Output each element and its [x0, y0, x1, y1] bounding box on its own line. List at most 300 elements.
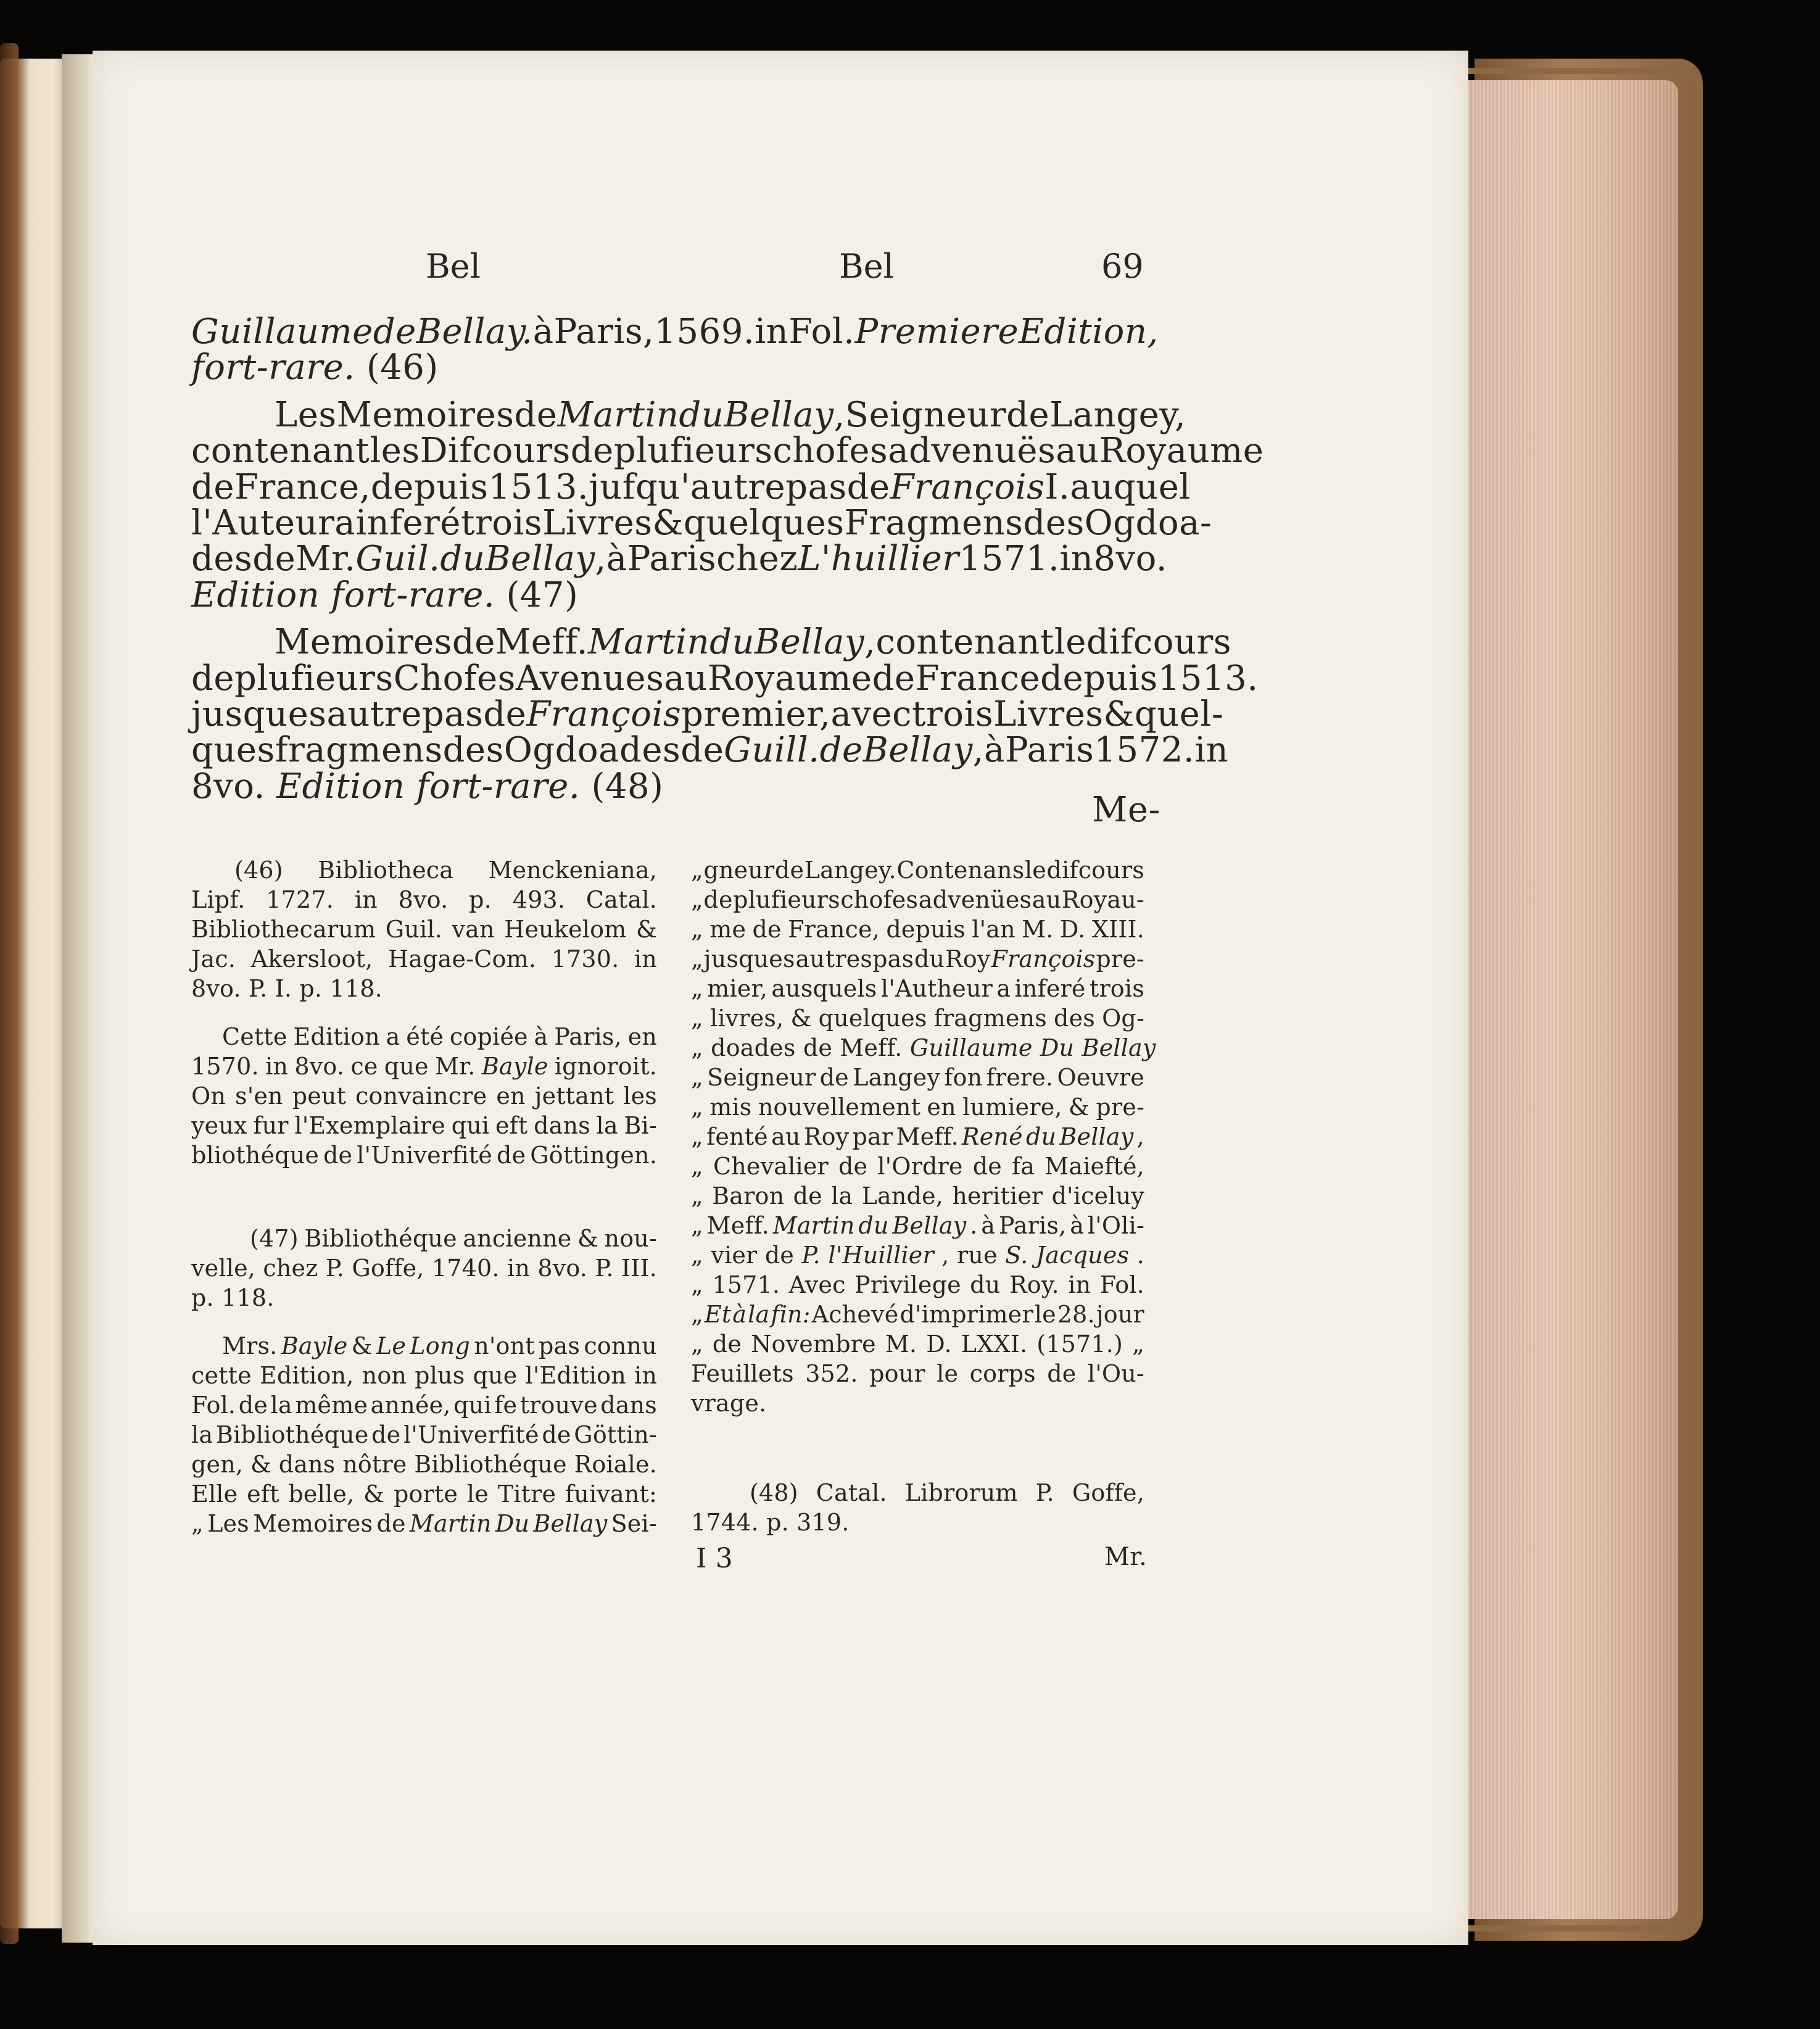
right-note-word: Meff.	[896, 1123, 959, 1150]
right-note-text-run: 1744. p. 319.	[691, 1509, 850, 1536]
main-word: de	[872, 658, 916, 699]
right-note-line-11	[691, 1153, 1144, 1180]
main-word: Chofes	[393, 658, 516, 699]
left-note-word: fuivant:	[565, 1480, 657, 1508]
left-note-word: Long	[410, 1332, 470, 1359]
main-word: au	[326, 694, 370, 734]
left-note-word: 1727.	[266, 886, 334, 913]
main-word: du	[709, 622, 755, 662]
right-note-word: „	[691, 886, 703, 913]
right-note-line-17	[691, 1330, 1144, 1358]
left-note-word: l'Univerfité	[403, 1421, 539, 1448]
right-note-word: à	[732, 1301, 747, 1328]
right-note-word: „	[691, 1064, 703, 1091]
right-note-word: la	[748, 1301, 770, 1328]
main-word: ,	[595, 539, 606, 579]
left-note-word: de	[376, 1510, 406, 1537]
left-note-line-8	[191, 1082, 657, 1110]
left-note-word: 1740.	[431, 1255, 500, 1282]
main-word: au	[1056, 431, 1099, 471]
main-word: depuis	[1040, 658, 1158, 699]
main-word: de	[252, 539, 296, 579]
right-note-word: Et	[704, 1301, 732, 1328]
left-note-word: Paris,	[554, 1023, 622, 1050]
left-note-word: Bayle	[281, 1332, 348, 1359]
right-note-line-2	[691, 886, 1144, 913]
right-note-word: du	[858, 1212, 889, 1239]
right-note-word: inferé	[1014, 975, 1086, 1002]
left-note-word: plus	[415, 1362, 465, 1389]
main-word: Mr.	[296, 539, 356, 579]
right-note-word: Bellay	[1059, 1123, 1134, 1150]
left-note-line-19	[191, 1480, 657, 1508]
right-note-word: „	[691, 1093, 703, 1121]
right-note-word: trespas	[825, 945, 914, 973]
left-note-word: On	[191, 1082, 226, 1110]
left-note-word: l'Univerfité	[357, 1142, 492, 1169]
right-note-word: ausquels	[771, 975, 877, 1002]
left-note-word: Mrs.	[222, 1332, 278, 1359]
left-note-line-4	[191, 945, 657, 973]
left-note-word: pas	[539, 1332, 581, 1359]
right-note-word: LXXI.	[961, 1330, 1028, 1358]
left-note-line-20	[191, 1510, 657, 1537]
left-note-word: Akersloot,	[250, 945, 373, 973]
main-word: François	[890, 467, 1045, 507]
main-word: l'Auteur	[191, 503, 335, 543]
main-word: 1572.	[1094, 730, 1195, 770]
right-note-line-5	[691, 975, 1144, 1002]
main-word: Fol.	[788, 312, 855, 352]
right-note-word: d'iceluy	[1051, 1182, 1144, 1210]
right-note-line-12	[691, 1182, 1144, 1210]
main-word: de	[1006, 395, 1050, 435]
main-word: avec	[830, 694, 912, 734]
main-word: Premiere	[854, 312, 1019, 352]
left-note-word: Bayle	[481, 1053, 548, 1080]
main-word: 1571.	[959, 539, 1060, 579]
right-note-line-20	[750, 1479, 1144, 1506]
left-note-word: s'en	[235, 1082, 283, 1110]
left-note-line-3	[191, 916, 657, 943]
right-note-word: Maiefté,	[1044, 1153, 1144, 1180]
right-note-word: 28.	[1057, 1301, 1095, 1328]
left-note-word: in	[265, 1053, 289, 1080]
right-note-word: du	[970, 1271, 1001, 1298]
right-note-word: 352.	[805, 1360, 858, 1387]
right-note-word: fon	[944, 1064, 983, 1091]
right-note-word: Jacques	[1035, 1242, 1130, 1269]
main-word: jusques	[191, 694, 327, 734]
left-note-word: Bi-	[624, 1112, 657, 1139]
right-note-word: difcours	[1046, 857, 1144, 884]
left-note-word: Guil.	[385, 916, 442, 943]
right-note-word: du	[1025, 1123, 1057, 1150]
right-note-word: „	[1132, 1330, 1144, 1358]
left-note-word: cette	[191, 1362, 252, 1389]
right-note-word: M.	[1022, 916, 1054, 943]
main-line-5	[191, 467, 1191, 507]
right-note-word: „	[691, 1123, 703, 1150]
main-word: des	[442, 730, 504, 770]
main-word: France	[915, 658, 1041, 699]
left-note-word: &	[363, 1480, 385, 1508]
left-note-word: non	[362, 1362, 407, 1389]
right-note-word: des	[1054, 1005, 1095, 1032]
left-note-word: Edition	[293, 1023, 380, 1050]
right-note-word: P.	[801, 1242, 821, 1269]
main-line-8	[191, 575, 1154, 615]
right-note-word: le	[1024, 857, 1046, 884]
right-note-word: le	[937, 1360, 959, 1387]
right-note-word: „	[691, 975, 703, 1002]
main-word: ,	[833, 395, 845, 435]
left-note-word: dans	[278, 1451, 336, 1478]
right-note-word: „	[691, 1212, 703, 1239]
right-note-word: Langey.	[804, 857, 896, 884]
right-note-word: heritier	[952, 1182, 1043, 1210]
right-note-word: Baron	[712, 1182, 785, 1210]
main-line-11	[191, 694, 1224, 734]
left-note-word: Göttin-	[574, 1421, 657, 1448]
left-note-word: Mr.	[434, 1053, 476, 1080]
left-note-word: en	[496, 1082, 526, 1110]
right-note-word: „	[691, 1301, 703, 1328]
left-note-word: ancienne	[463, 1225, 572, 1252]
left-note-word: de	[371, 1421, 401, 1448]
left-note-word: que	[384, 1053, 429, 1080]
main-catchword: Me-	[1092, 790, 1160, 830]
main-word: Paris	[627, 539, 717, 579]
left-note-word: p.	[469, 886, 492, 913]
left-note-word: porte	[393, 1480, 458, 1508]
main-word: Guil.	[355, 539, 441, 579]
left-note-word: belle,	[288, 1480, 355, 1508]
left-note-word: Menckeniana,	[488, 857, 657, 884]
left-note-word: de	[323, 1142, 353, 1169]
book-board-outline	[1468, 68, 1703, 1931]
right-note-line-6	[691, 1005, 1144, 1032]
main-word: des	[1023, 503, 1085, 543]
right-note-word: 1571.	[712, 1271, 780, 1298]
main-word: Royaume	[1099, 431, 1264, 471]
right-note-line-4	[691, 945, 1144, 973]
right-note-word: &	[790, 1005, 812, 1032]
left-note-word: in	[634, 945, 657, 973]
left-note-line-6	[222, 1023, 657, 1050]
left-note-word: yeux	[191, 1112, 247, 1139]
right-note-word: à	[981, 1212, 996, 1239]
main-line-1	[191, 312, 1159, 352]
right-note-text-run: Guillaume Du Bellay	[909, 1034, 1156, 1061]
right-note-word: l'Autheur	[880, 975, 993, 1002]
main-word: a	[334, 503, 356, 543]
left-note-word: 8vo.	[294, 1053, 345, 1080]
left-note-word: in	[354, 886, 378, 913]
right-note-word: fa	[1012, 1153, 1035, 1180]
right-note-word: Oeuvre	[1057, 1064, 1144, 1091]
main-word: trois	[911, 694, 994, 734]
right-note-word: „	[691, 1330, 703, 1358]
main-word: de	[514, 395, 558, 435]
left-note-line-18	[191, 1451, 657, 1478]
right-note-word: livres,	[710, 1005, 784, 1032]
main-text-run: (46)	[355, 347, 439, 388]
main-word: &	[652, 503, 684, 543]
main-word: 8vo.	[1093, 539, 1168, 579]
right-note-word: l'Ordre	[877, 1153, 963, 1180]
left-note-word: a	[386, 1023, 400, 1050]
main-word: Langey,	[1049, 395, 1186, 435]
right-note-word: Martin	[772, 1212, 855, 1239]
main-word: de	[570, 431, 614, 471]
right-note-word: gneur	[703, 857, 775, 884]
left-note-word: 1570.	[191, 1053, 259, 1080]
right-note-word: „	[691, 1182, 703, 1210]
main-text-run: fort-rare.	[191, 347, 355, 388]
left-note-line-5	[191, 975, 657, 1002]
main-word: quel-	[1134, 694, 1224, 734]
right-note-word: jusques	[703, 945, 795, 973]
main-word: de	[819, 730, 863, 770]
main-word: le	[1054, 622, 1086, 662]
right-note-word: quelques	[818, 1005, 927, 1032]
left-note-line-11	[250, 1225, 657, 1252]
left-note-word: P.	[595, 1255, 614, 1282]
main-word: de	[373, 312, 416, 352]
left-note-word: les	[623, 1082, 657, 1110]
main-word: Bellay.	[416, 312, 533, 352]
right-note-word: ,	[1136, 1123, 1144, 1150]
left-note-word: l'Exemplaire	[294, 1112, 445, 1139]
right-note-word: de	[703, 886, 733, 913]
right-note-word: ,	[941, 1242, 949, 1269]
main-word: Bellay	[862, 730, 973, 770]
left-note-word: la	[270, 1392, 292, 1419]
left-note-word: gen,	[191, 1451, 244, 1478]
left-note-line-7	[191, 1053, 657, 1080]
right-note-word: Og-	[1102, 1005, 1144, 1032]
main-text-run: Edition fort-rare.	[191, 575, 495, 615]
right-note-word: Roy.	[1009, 1271, 1059, 1298]
main-word: ques	[191, 730, 275, 770]
left-note-word: P.	[325, 1255, 345, 1282]
right-note-word: fragmens	[933, 1005, 1047, 1032]
main-word: Meff.	[495, 622, 589, 662]
right-note-line-13	[691, 1212, 1144, 1239]
right-note-word: chofes	[840, 886, 919, 913]
right-note-word: de	[764, 1242, 795, 1269]
main-line-3	[275, 395, 1186, 435]
left-note-word: nôtre	[342, 1451, 407, 1478]
main-word: Les	[275, 395, 337, 435]
right-note-word: Lande,	[861, 1182, 944, 1210]
main-word: Seigneur	[845, 395, 1007, 435]
right-note-word: Librorum	[904, 1479, 1018, 1506]
right-note-word: au	[771, 1123, 801, 1150]
main-line-6	[191, 503, 1212, 543]
left-note-word: dans	[600, 1392, 657, 1419]
right-note-word: Catal.	[816, 1479, 887, 1506]
right-note-word: (1571.)	[1036, 1330, 1123, 1358]
right-note-word: à	[1070, 1212, 1085, 1239]
right-note-word: Contenans	[896, 857, 1025, 884]
right-note-word: pour	[869, 1360, 925, 1387]
main-word: trois	[460, 503, 543, 543]
right-note-word: jour	[1096, 1301, 1144, 1328]
left-note-word: de	[497, 1142, 526, 1169]
main-word: contenant	[875, 622, 1054, 662]
right-note-word: „	[691, 916, 703, 943]
right-note-word: „	[691, 945, 703, 973]
right-note-word: plufieurs	[733, 886, 840, 913]
left-note-word: in	[507, 1255, 530, 1282]
right-note-word: trois	[1089, 975, 1144, 1002]
left-note-word: Lipf.	[191, 886, 246, 913]
left-note-word: Roiale.	[574, 1451, 657, 1478]
right-note-line-8	[691, 1064, 1144, 1091]
right-note-word: lumiere,	[962, 1093, 1062, 1121]
right-note-word: .	[1136, 1242, 1144, 1269]
left-note-line-15	[191, 1362, 657, 1389]
left-note-line-2	[191, 886, 657, 913]
left-note-word: en	[627, 1023, 657, 1050]
right-note-word: Royau-	[1061, 886, 1144, 913]
running-head-left: Bel	[426, 247, 481, 286]
right-note-word: „	[691, 1153, 703, 1180]
notes-catchword: Mr.	[1104, 1543, 1147, 1571]
main-word: Fragmens	[844, 503, 1024, 543]
right-note-word: M.	[885, 1330, 917, 1358]
right-note-word: France,	[788, 916, 880, 943]
main-word: de	[680, 730, 724, 770]
right-note-word: Avec	[788, 1271, 846, 1298]
right-note-word: corps	[969, 1360, 1036, 1387]
left-note-word: Sei-	[611, 1510, 657, 1537]
left-note-word: &	[635, 916, 657, 943]
main-word: Martin	[557, 395, 679, 435]
left-note-word: Bellay	[533, 1510, 608, 1537]
left-note-line-16	[191, 1392, 657, 1419]
main-word: premier,	[681, 694, 831, 734]
right-note-text-run: „ doades de Meff.	[691, 1034, 910, 1061]
right-note-word: en	[927, 1093, 956, 1121]
main-word: difcours	[1086, 622, 1231, 662]
left-note-word: eft	[495, 1112, 528, 1139]
left-note-word: Cette	[222, 1023, 287, 1050]
left-note-word: Catal.	[585, 886, 657, 913]
left-note-line-12	[191, 1255, 657, 1282]
left-note-word: Heukelom	[504, 916, 627, 943]
right-note-word: (48)	[750, 1479, 798, 1506]
main-word: Paris,	[553, 312, 655, 352]
right-note-word: mis	[709, 1093, 752, 1121]
running-head-center: Bel	[839, 247, 894, 286]
right-note-word: de	[712, 1330, 742, 1358]
right-note-word: d'imprimer	[900, 1301, 1033, 1328]
main-word: chofes	[772, 431, 888, 471]
left-note-word: Titre	[497, 1480, 556, 1508]
main-word: ,	[864, 622, 876, 662]
left-note-word: Martin	[409, 1510, 492, 1537]
left-note-word: la	[191, 1421, 213, 1448]
right-note-word: Goffe,	[1072, 1479, 1144, 1506]
left-note-word: Goffe,	[352, 1255, 424, 1282]
left-note-word: de	[238, 1392, 268, 1419]
left-note-word: copiée	[449, 1023, 528, 1050]
right-note-word: Roy	[803, 1123, 850, 1150]
right-note-word: au	[795, 945, 825, 973]
main-word: Bellay	[485, 539, 595, 579]
right-note-word: .	[970, 1212, 978, 1239]
right-note-word: de	[838, 1153, 868, 1180]
right-note-word: Fol.	[1099, 1271, 1144, 1298]
main-word: du	[440, 539, 486, 579]
right-note-word: fenté	[706, 1123, 768, 1150]
main-text-run: Edition fort-rare.	[276, 766, 581, 807]
left-note-word: Bibliothéque	[414, 1451, 567, 1478]
right-note-word: pre-	[1096, 1093, 1144, 1121]
left-note-word: Edition,	[259, 1362, 354, 1389]
main-word: I.	[1044, 467, 1070, 507]
main-word: &	[1103, 694, 1135, 734]
right-note-word: Privilege	[854, 1271, 961, 1298]
left-note-word: peut	[292, 1082, 347, 1110]
main-word: trepas	[370, 694, 484, 734]
main-word: de	[452, 622, 495, 662]
main-word: Guillaume	[191, 312, 373, 352]
left-note-word: de	[542, 1421, 571, 1448]
left-note-word: Fol.	[191, 1392, 236, 1419]
main-line-4	[191, 431, 1264, 471]
right-note-line-19	[691, 1390, 1144, 1417]
main-text-run: (48)	[580, 766, 664, 807]
right-note-word: Novembre	[751, 1330, 876, 1358]
right-note-word: a	[996, 975, 1011, 1002]
right-note-word: Feuillets	[691, 1360, 794, 1387]
right-note-word: pre-	[1096, 945, 1144, 973]
main-word: à	[532, 312, 554, 352]
main-text-run: 8vo.	[191, 766, 277, 807]
right-note-word: frere.	[986, 1064, 1054, 1091]
right-note-word: de	[752, 916, 782, 943]
left-note-word: Bibliothéque	[215, 1421, 369, 1448]
main-word: in	[1059, 539, 1094, 579]
left-note-word: fe	[494, 1392, 518, 1419]
main-word: inferé	[355, 503, 461, 543]
page-number: 69	[1101, 247, 1144, 286]
left-note-word: bliothéque	[191, 1142, 320, 1169]
right-note-word: me	[709, 916, 747, 943]
right-note-word: de	[972, 1153, 1002, 1180]
main-word: in	[755, 312, 789, 352]
main-word: Bellay	[755, 622, 865, 662]
right-note-word: XIII.	[1091, 916, 1144, 943]
main-word: Memoires	[336, 395, 515, 435]
right-note-line-7	[691, 1034, 1156, 1061]
right-note-word: par	[852, 1123, 893, 1150]
left-note-word: la	[596, 1112, 618, 1139]
left-note-word: „	[191, 1510, 204, 1537]
main-word: plufieurs	[234, 658, 394, 699]
left-note-word: convaincre	[355, 1082, 487, 1110]
right-note-word: „	[691, 1005, 703, 1032]
left-note-word: Le	[376, 1332, 407, 1359]
left-note-word: trouve	[519, 1392, 598, 1419]
right-note-word: Bellay	[892, 1212, 967, 1239]
left-note-word: Hagae-Com.	[387, 945, 537, 973]
right-note-word: S.	[1005, 1242, 1028, 1269]
